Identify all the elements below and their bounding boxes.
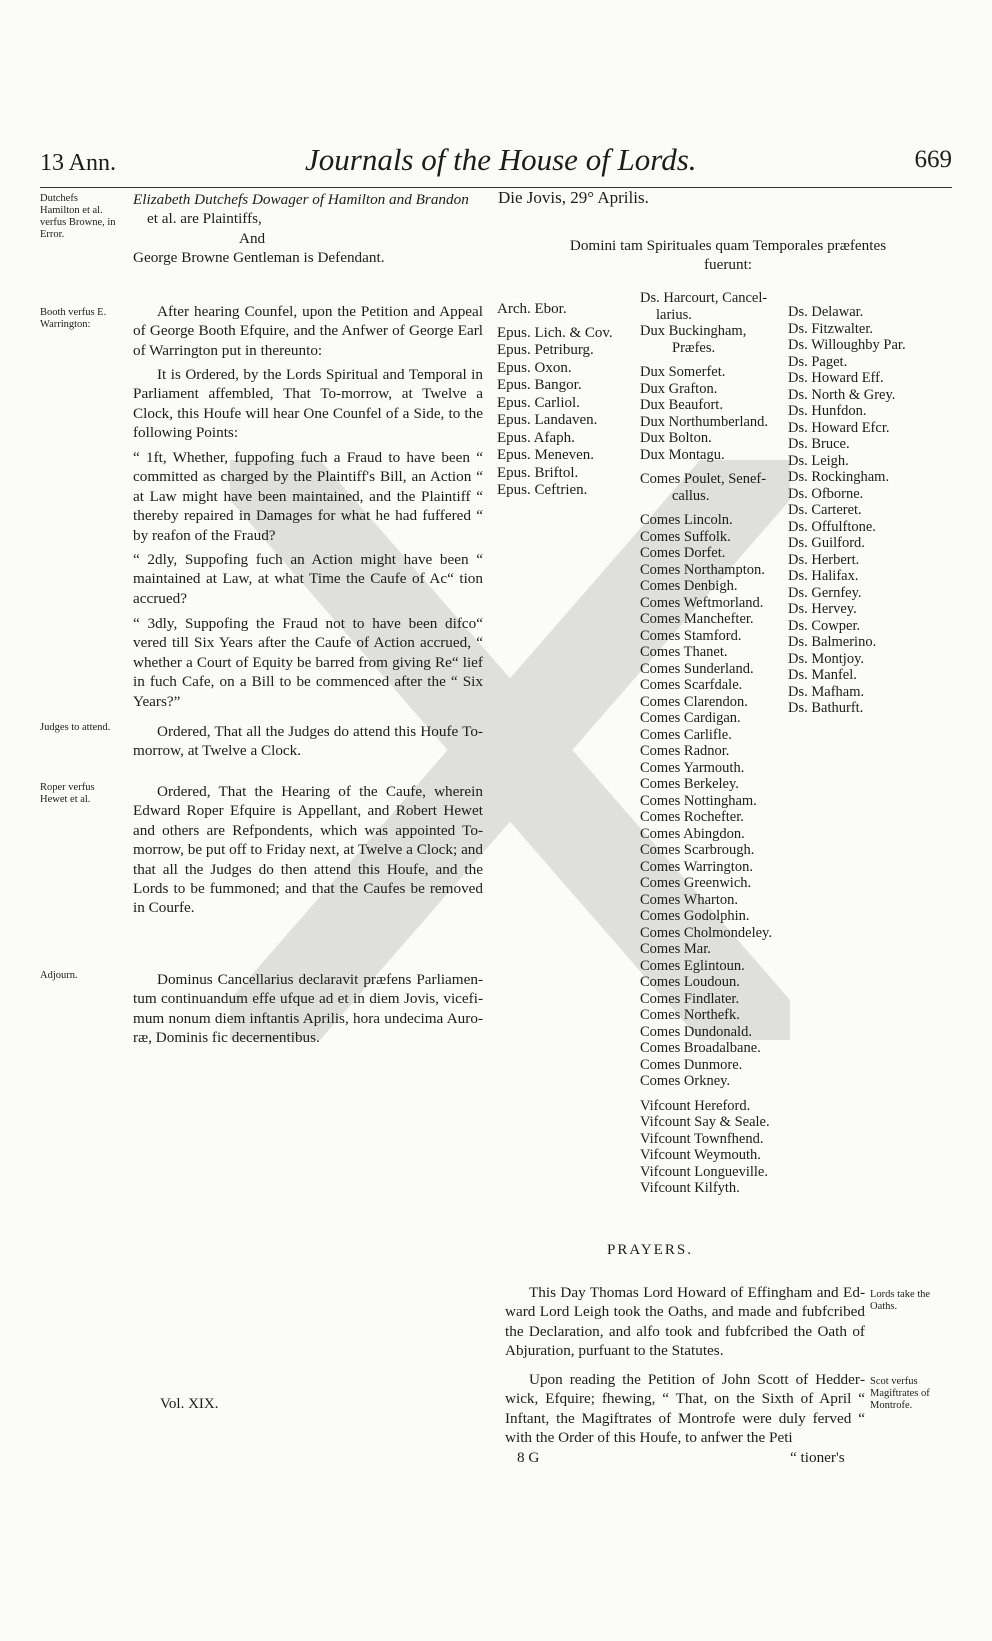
margin-note-oaths: Lords take the Oaths.: [870, 1289, 931, 1312]
list-item: Dux Beaufort.: [640, 397, 723, 413]
list-item: Epus. Landaven.: [497, 412, 598, 428]
list-item: Ds. Howard Eff.: [788, 370, 884, 386]
list-item: Epus. Carliol.: [497, 394, 580, 411]
clergy-list: [497, 301, 613, 500]
list-item: Dux Northumberland.: [640, 413, 769, 430]
list-item: Dux Buckingham,: [640, 323, 747, 339]
list-item: Dux Somerfet.: [640, 364, 726, 380]
date-heading: Die Jovis, 29° Aprilis.: [498, 188, 649, 207]
list-item: Comes Eglintoun.: [640, 957, 745, 974]
margin-note-adjourn: Adjourn.: [40, 970, 78, 981]
list-item: Vifcount Townfhend.: [640, 1130, 764, 1147]
list-item: Ds. Guilford.: [788, 535, 865, 551]
list-item: Comes Rochefter.: [640, 809, 744, 825]
list-item: Vifcount Hereford.: [640, 1097, 751, 1114]
list-item: Ds. Paget.: [788, 353, 848, 370]
list-item: Comes Loudoun.: [640, 974, 740, 990]
hamilton-parties: [133, 190, 483, 268]
list-item: Comes Northampton.: [640, 561, 765, 578]
list-item: Comes Findlater.: [640, 990, 740, 1007]
list-item: Epus. Meneven.: [497, 447, 595, 463]
list-item: Dux Bolton.: [640, 430, 712, 446]
list-item: Epus. Afaph.: [497, 429, 575, 446]
list-item: Ds. Leigh.: [788, 452, 849, 469]
temporal-lords-list: [640, 290, 772, 1197]
prayers-heading: PRAYERS.: [607, 1242, 693, 1258]
adjourn-paragraph: Dominus Cancellarius declaravit præfens Parliamentum continuandum effe ufque ad et in diem Jovis, vicefimum nonum diem inftantis Aprilis, hora undecima Auroræ, Dominis fic decernentibus.: [133, 971, 483, 1047]
list-item: Ds. Cowper.: [788, 617, 861, 634]
present-heading: [508, 236, 948, 275]
catchword: “ tioner's: [790, 1449, 845, 1466]
list-item: Ds. Offulftone.: [788, 518, 876, 535]
list-item: Epus. Bangor.: [497, 377, 582, 393]
list-item: Ds. Halifax.: [788, 568, 859, 584]
list-item: Ds. Hervey.: [788, 601, 857, 617]
list-item: Dux Grafton.: [640, 380, 718, 397]
list-item: Comes Stamford.: [640, 627, 742, 644]
list-item: Comes Lincoln.: [640, 512, 733, 528]
list-item: Vifcount Kilfyth.: [640, 1180, 740, 1196]
scott-paragraph: Upon reading the Petition of John Scott of Hedderwick, Efquire; fhewing, “ That, on the Sixth of April “ Inftant, the Magiftrates of Montrofe were duly ferved “ with the Order of this Houfe, to anfwer the Peti: [505, 1371, 865, 1447]
list-item: Dux Montagu.: [640, 446, 725, 463]
list-item: Vifcount Say & Seale.: [640, 1114, 770, 1130]
judges-paragraph: Ordered, That all the Judges do attend this Houfe To-morrow, at Twelve a Clock.: [133, 723, 483, 760]
list-item: Ds. Mafham.: [788, 683, 865, 700]
regnal-year: 13 Ann.: [40, 150, 117, 176]
list-item: Comes Yarmouth.: [640, 759, 745, 776]
list-item: Ds. Harcourt, Cancel-: [640, 290, 768, 306]
present-heading-line-2: fuerunt:: [703, 256, 753, 274]
margin-note-booth: Booth verfus E. Warrington:: [40, 307, 107, 330]
list-item: Epus. Ceftrien.: [497, 482, 588, 498]
list-item: Ds. Bruce.: [788, 436, 850, 452]
list-item: Comes Broadalbane.: [640, 1040, 761, 1056]
list-item: Comes Carlifle.: [640, 726, 732, 743]
list-item: Ds. Bathurft.: [788, 700, 864, 716]
margin-note-roper: Roper verfus Hewet et al.: [40, 782, 95, 805]
list-item: Comes Nottingham.: [640, 792, 757, 809]
list-item: Epus. Lich. & Cov.: [497, 324, 613, 341]
list-item: Comes Manchefter.: [640, 611, 754, 627]
list-item: Comes Radnor.: [640, 743, 730, 759]
quote-point-2: “ 2dly, Suppofing fuch an Action might have been “ maintained at Law, at what Time the Caufe of Ac“ tion accrued?: [133, 551, 483, 607]
list-item: Comes Wharton.: [640, 891, 738, 908]
list-item: Comes Cholmondeley.: [640, 924, 772, 941]
plaintiff-line-2: et al. are Plaintiffs,: [147, 210, 262, 228]
list-item: Comes Denbigh.: [640, 578, 738, 594]
list-item: Comes Scarbrough.: [640, 842, 755, 858]
oaths-paragraph: This Day Thomas Lord Howard of Effingham and Edward Lord Leigh took the Oaths, and made and fubfcribed the Declaration, and alfo took and fubfcribed the Oath of Abjuration, purfuant to the Statutes.: [505, 1284, 865, 1360]
list-item: Ds. Delawar.: [788, 304, 864, 320]
list-item: Ds. Gernfey.: [788, 584, 862, 601]
list-item: Comes Clarendon.: [640, 693, 748, 710]
running-header: [40, 142, 952, 188]
list-item: Comes Greenwich.: [640, 875, 752, 891]
journal-title: Journals of the House of Lords.: [305, 142, 697, 177]
list-item: Comes Suffolk.: [640, 528, 731, 545]
list-item: Ds. Manfel.: [788, 667, 857, 683]
list-item: Ds. Montjoy.: [788, 650, 864, 667]
list-item: Ds. Ofborne.: [788, 485, 864, 502]
list-item: Comes Poulet, Senef-: [640, 471, 767, 487]
signature-mark: 8 G: [517, 1449, 540, 1466]
list-item: Ds. Fitzwalter.: [788, 320, 873, 337]
margin-note-scott: Scot verfus Magiftrates of Montrofe.: [870, 1376, 930, 1411]
list-item: Epus. Petriburg.: [497, 342, 594, 358]
present-heading-line-1: Domini tam Spirituales quam Temporales præfentes: [569, 237, 887, 254]
header-rule: [40, 187, 952, 188]
barons-list: [788, 304, 906, 717]
list-item: Comes Cardigan.: [640, 710, 741, 726]
list-item: Comes Dunmore.: [640, 1056, 743, 1073]
defendant-line: George Browne Gentleman is Defendant.: [133, 249, 385, 267]
list-item: Ds. Hunfdon.: [788, 403, 867, 419]
quote-point-3: “ 3dly, Suppofing the Fraud not to have been difco“ vered till Six Years after the Caufe of Action accrued, “ whether a Court of Equity be barred from giving Re“ lief in fuch Cafe, on a Bill to be commenced after the “ Six Years?”: [133, 615, 483, 710]
list-item: Ds. Rockingham.: [788, 469, 890, 485]
booth-paragraph: After hearing Counfel, upon the Petition and Appeal of George Booth Efquire, and the Anfwer of George Earl of Warrington put in thereunto:: [133, 303, 483, 359]
list-item: Comes Thanet.: [640, 644, 728, 660]
roper-paragraph: Ordered, That the Hearing of the Caufe, wherein Edward Roper Efquire is Appellant, and Robert Hewet and others are Refpondents, which was appointed Tomorrow, be put off to Friday next, at Twelve a Clock; and that all the Judges do then attend this Houfe, and the Lords to be fummoned; and that the Caufes be removed in Courfe.: [133, 783, 483, 917]
list-item: Arch. Ebor.: [497, 301, 567, 317]
list-item: Comes Abingdon.: [640, 825, 745, 842]
list-item: Comes Scarfdale.: [640, 677, 743, 693]
list-item: Vifcount Longueville.: [640, 1163, 768, 1180]
list-item: Ds. Willoughby Par.: [788, 337, 906, 353]
list-item: Ds. Balmerino.: [788, 634, 877, 650]
list-item: Præfes.: [672, 339, 716, 356]
quote-point-1: “ 1ft, Whether, fuppofing fuch a Fraud to have been “ committed as charged by the Plaintiff's Bill, an Action “ at Law might have been maintained, and the Plaintiff “ thereby repaired in Damages for what he had fuffered “ by reafon of the Fraud?: [133, 449, 483, 544]
list-item: Epus. Oxon.: [497, 359, 572, 376]
margin-note-judges: Judges to attend.: [40, 722, 111, 733]
list-item: Ds. North & Grey.: [788, 386, 896, 403]
plaintiff-line: Elizabeth Dutchefs Dowager of Hamilton and Brandon: [133, 191, 469, 208]
list-item: Comes Sunderland.: [640, 660, 754, 677]
list-item: Comes Northefk.: [640, 1007, 740, 1023]
list-item: Comes Mar.: [640, 941, 711, 957]
list-item: Comes Dundonald.: [640, 1023, 752, 1040]
list-item: Ds. Carteret.: [788, 502, 862, 518]
list-item: Comes Warrington.: [640, 858, 753, 875]
ordered-paragraph: It is Ordered, by the Lords Spiritual and Temporal in Parliament affembled, That To-morrow, at Twelve a Clock, this Houfe will hear One Counfel of a Side, to the following Points:: [133, 366, 483, 442]
margin-note-hamilton: Dutchefs Hamilton et al. verfus Browne, in Error.: [40, 193, 116, 240]
list-item: Epus. Briftol.: [497, 464, 579, 481]
list-item: Ds. Howard Efcr.: [788, 419, 890, 436]
list-item: larius.: [656, 306, 692, 323]
list-item: Ds. Herbert.: [788, 551, 860, 568]
list-item: callus.: [672, 487, 710, 504]
volume-footer: Vol. XIX.: [160, 1396, 219, 1412]
list-item: Comes Berkeley.: [640, 776, 739, 792]
list-item: Comes Godolphin.: [640, 908, 750, 924]
list-item: Comes Weftmorland.: [640, 594, 764, 611]
page-number: 669: [914, 146, 952, 173]
list-item: Comes Dorfet.: [640, 545, 726, 561]
list-item: Comes Orkney.: [640, 1073, 731, 1089]
and-line: And: [239, 229, 266, 247]
list-item: Vifcount Weymouth.: [640, 1147, 761, 1163]
